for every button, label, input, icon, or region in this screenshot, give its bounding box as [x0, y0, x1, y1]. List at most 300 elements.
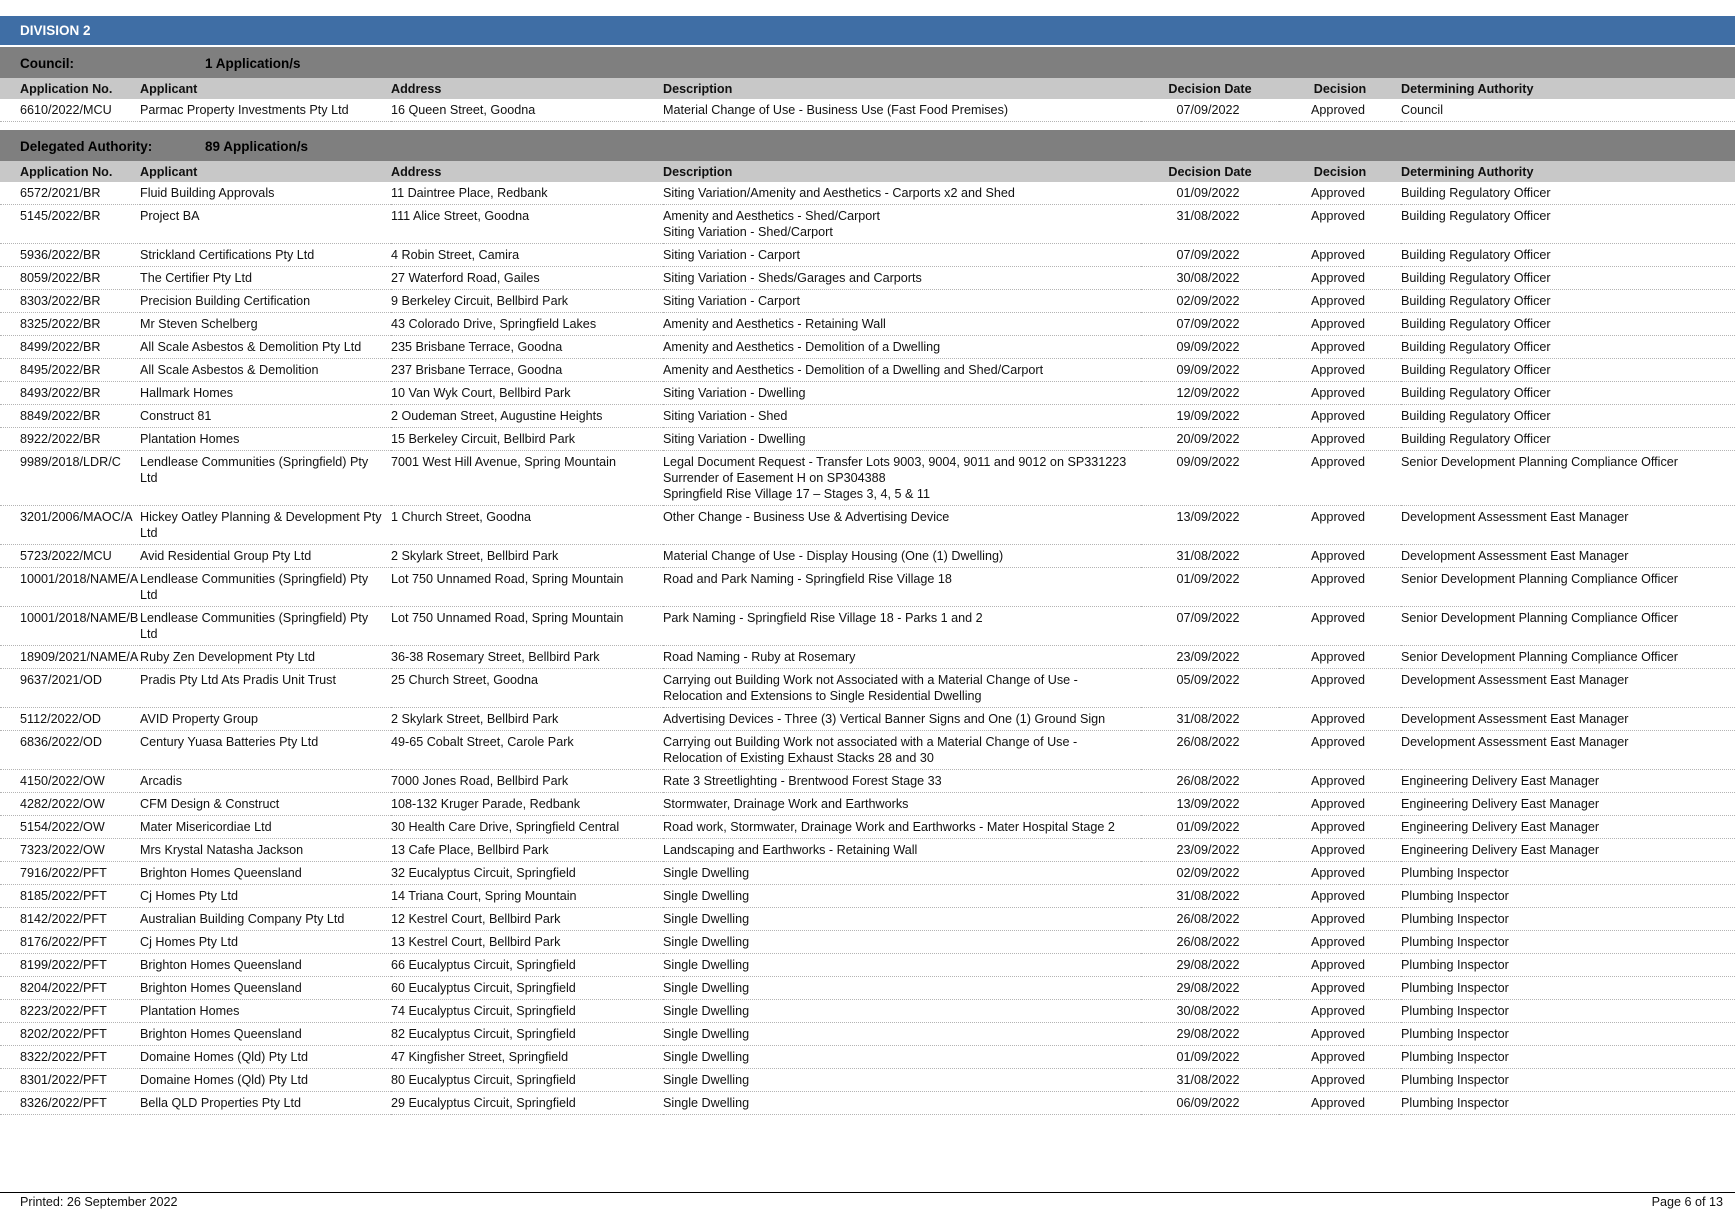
cell-applicant: Cj Homes Pty Ltd: [140, 885, 391, 908]
cell-applicant: Australian Building Company Pty Ltd: [140, 908, 391, 931]
cell-description: Amenity and Aesthetics - Shed/Carport Siting Variation - Shed/Carport: [663, 205, 1141, 244]
cell-determining-authority: Plumbing Inspector: [1401, 931, 1735, 954]
cell-decision: Approved: [1279, 885, 1401, 908]
cell-decision-date: 07/09/2022: [1141, 99, 1279, 122]
cell-determining-authority: Plumbing Inspector: [1401, 1046, 1735, 1069]
table-row: [0, 290, 1735, 313]
cell-description: Material Change of Use - Business Use (Fast Food Premises): [663, 99, 1141, 122]
table-row: [0, 862, 1735, 885]
cell-address: 15 Berkeley Circuit, Bellbird Park: [391, 428, 663, 451]
cell-determining-authority: Building Regulatory Officer: [1401, 182, 1735, 205]
column-header-decision: Decision: [1279, 161, 1401, 182]
cell-address: 82 Eucalyptus Circuit, Springfield: [391, 1023, 663, 1046]
cell-applicant: Precision Building Certification: [140, 290, 391, 313]
cell-address: 60 Eucalyptus Circuit, Springfield: [391, 977, 663, 1000]
table-row: [0, 954, 1735, 977]
cell-address: 13 Kestrel Court, Bellbird Park: [391, 931, 663, 954]
cell-address: 7000 Jones Road, Bellbird Park: [391, 770, 663, 793]
cell-address: 16 Queen Street, Goodna: [391, 99, 663, 122]
table-row: [0, 244, 1735, 267]
cell-applicant: Project BA: [140, 205, 391, 244]
cell-address: Lot 750 Unnamed Road, Spring Mountain: [391, 607, 663, 646]
cell-description: Amenity and Aesthetics - Demolition of a Dwelling and Shed/Carport: [663, 359, 1141, 382]
cell-decision: Approved: [1279, 931, 1401, 954]
cell-decision: Approved: [1279, 770, 1401, 793]
cell-application-no: 5145/2022/BR: [0, 205, 140, 244]
cell-decision-date: 20/09/2022: [1141, 428, 1279, 451]
table-row: [0, 708, 1735, 731]
cell-description: Legal Document Request - Transfer Lots 9003, 9004, 9011 and 9012 on SP331223 Surrender of Easement H on SP304388 Springfield Rise Village 17 – Stages 3, 4, 5 & 11: [663, 451, 1141, 506]
cell-decision: Approved: [1279, 545, 1401, 568]
cell-determining-authority: Development Assessment East Manager: [1401, 506, 1735, 545]
cell-description: Single Dwelling: [663, 954, 1141, 977]
cell-applicant: Plantation Homes: [140, 1000, 391, 1023]
cell-applicant: Hickey Oatley Planning & Development Pty Ltd: [140, 506, 391, 545]
cell-determining-authority: Council: [1401, 99, 1735, 122]
cell-application-no: 7323/2022/OW: [0, 839, 140, 862]
cell-determining-authority: Plumbing Inspector: [1401, 1069, 1735, 1092]
council-section-header: [0, 47, 1735, 78]
cell-decision-date: 23/09/2022: [1141, 839, 1279, 862]
cell-decision-date: 06/09/2022: [1141, 1092, 1279, 1115]
cell-address: 29 Eucalyptus Circuit, Springfield: [391, 1092, 663, 1115]
cell-determining-authority: Plumbing Inspector: [1401, 1000, 1735, 1023]
cell-determining-authority: Plumbing Inspector: [1401, 954, 1735, 977]
cell-decision: Approved: [1279, 839, 1401, 862]
cell-decision-date: 19/09/2022: [1141, 405, 1279, 428]
report-sheet: [0, 16, 1735, 1115]
cell-decision-date: 31/08/2022: [1141, 1069, 1279, 1092]
cell-decision-date: 01/09/2022: [1141, 1046, 1279, 1069]
table-row: [0, 336, 1735, 359]
column-header-address: Address: [391, 78, 663, 99]
cell-decision: Approved: [1279, 182, 1401, 205]
table-row: [0, 205, 1735, 244]
table-row: [0, 506, 1735, 545]
cell-decision-date: 23/09/2022: [1141, 646, 1279, 669]
cell-description: Road Naming - Ruby at Rosemary: [663, 646, 1141, 669]
cell-description: Material Change of Use - Display Housing (One (1) Dwelling): [663, 545, 1141, 568]
cell-address: 66 Eucalyptus Circuit, Springfield: [391, 954, 663, 977]
column-header-applicant: Applicant: [140, 78, 391, 99]
cell-application-no: 9989/2018/LDR/C: [0, 451, 140, 506]
cell-decision-date: 26/08/2022: [1141, 931, 1279, 954]
table-row: [0, 451, 1735, 506]
cell-application-no: 8223/2022/PFT: [0, 1000, 140, 1023]
cell-determining-authority: Plumbing Inspector: [1401, 862, 1735, 885]
cell-applicant: AVID Property Group: [140, 708, 391, 731]
cell-application-no: 8204/2022/PFT: [0, 977, 140, 1000]
cell-address: 9 Berkeley Circuit, Bellbird Park: [391, 290, 663, 313]
cell-applicant: Fluid Building Approvals: [140, 182, 391, 205]
cell-application-no: 8202/2022/PFT: [0, 1023, 140, 1046]
cell-decision: Approved: [1279, 607, 1401, 646]
cell-decision-date: 26/08/2022: [1141, 770, 1279, 793]
cell-description: Single Dwelling: [663, 862, 1141, 885]
cell-description: Single Dwelling: [663, 908, 1141, 931]
cell-description: Single Dwelling: [663, 1000, 1141, 1023]
cell-application-no: 8326/2022/PFT: [0, 1092, 140, 1115]
cell-application-no: 5112/2022/OD: [0, 708, 140, 731]
table-row: [0, 977, 1735, 1000]
table-row: [0, 731, 1735, 770]
cell-address: 1 Church Street, Goodna: [391, 506, 663, 545]
cell-decision-date: 13/09/2022: [1141, 506, 1279, 545]
cell-description: Siting Variation - Sheds/Garages and Carports: [663, 267, 1141, 290]
cell-address: Lot 750 Unnamed Road, Spring Mountain: [391, 568, 663, 607]
cell-determining-authority: Building Regulatory Officer: [1401, 205, 1735, 244]
table-row: [0, 669, 1735, 708]
cell-decision-date: 01/09/2022: [1141, 182, 1279, 205]
column-header-application-no: Application No.: [0, 78, 140, 99]
cell-decision-date: 01/09/2022: [1141, 568, 1279, 607]
cell-determining-authority: Engineering Delivery East Manager: [1401, 793, 1735, 816]
cell-applicant: Arcadis: [140, 770, 391, 793]
delegated-rows: [0, 182, 1735, 1115]
cell-decision: Approved: [1279, 313, 1401, 336]
column-header-decision: Decision: [1279, 78, 1401, 99]
cell-address: 30 Health Care Drive, Springfield Central: [391, 816, 663, 839]
cell-description: Siting Variation - Dwelling: [663, 428, 1141, 451]
cell-applicant: All Scale Asbestos & Demolition Pty Ltd: [140, 336, 391, 359]
cell-decision-date: 07/09/2022: [1141, 607, 1279, 646]
cell-applicant: Hallmark Homes: [140, 382, 391, 405]
cell-decision: Approved: [1279, 290, 1401, 313]
council-table: [0, 78, 1735, 122]
table-row: [0, 816, 1735, 839]
delegated-count: 89 Application/s: [205, 139, 309, 154]
table-row: [0, 793, 1735, 816]
cell-application-no: 8322/2022/PFT: [0, 1046, 140, 1069]
cell-determining-authority: Building Regulatory Officer: [1401, 313, 1735, 336]
cell-application-no: 8325/2022/BR: [0, 313, 140, 336]
table-row: [0, 1023, 1735, 1046]
cell-decision: Approved: [1279, 205, 1401, 244]
cell-description: Single Dwelling: [663, 1069, 1141, 1092]
cell-description: Single Dwelling: [663, 1092, 1141, 1115]
cell-address: 7001 West Hill Avenue, Spring Mountain: [391, 451, 663, 506]
cell-application-no: 8142/2022/PFT: [0, 908, 140, 931]
cell-decision: Approved: [1279, 954, 1401, 977]
cell-application-no: 6572/2021/BR: [0, 182, 140, 205]
column-header-determining-authority: Determining Authority: [1401, 161, 1735, 182]
cell-description: Carrying out Building Work not associated with a Material Change of Use - Relocation of Existing Exhaust Stacks 28 and 30: [663, 731, 1141, 770]
table-row: [0, 405, 1735, 428]
table-row: [0, 1000, 1735, 1023]
table-row: [0, 1092, 1735, 1115]
cell-decision: Approved: [1279, 428, 1401, 451]
cell-decision-date: 31/08/2022: [1141, 708, 1279, 731]
cell-determining-authority: Building Regulatory Officer: [1401, 382, 1735, 405]
cell-application-no: 8059/2022/BR: [0, 267, 140, 290]
cell-determining-authority: Building Regulatory Officer: [1401, 359, 1735, 382]
cell-decision-date: 30/08/2022: [1141, 267, 1279, 290]
cell-address: 43 Colorado Drive, Springfield Lakes: [391, 313, 663, 336]
cell-address: 47 Kingfisher Street, Springfield: [391, 1046, 663, 1069]
cell-decision-date: 31/08/2022: [1141, 545, 1279, 568]
cell-address: 235 Brisbane Terrace, Goodna: [391, 336, 663, 359]
cell-applicant: All Scale Asbestos & Demolition: [140, 359, 391, 382]
cell-applicant: Pradis Pty Ltd Ats Pradis Unit Trust: [140, 669, 391, 708]
cell-applicant: Bella QLD Properties Pty Ltd: [140, 1092, 391, 1115]
cell-determining-authority: Senior Development Planning Compliance Officer: [1401, 646, 1735, 669]
cell-application-no: 8303/2022/BR: [0, 290, 140, 313]
cell-application-no: 10001/2018/NAME/A: [0, 568, 140, 607]
council-rows: [0, 99, 1735, 122]
cell-decision: Approved: [1279, 451, 1401, 506]
cell-decision-date: 29/08/2022: [1141, 1023, 1279, 1046]
cell-decision-date: 31/08/2022: [1141, 885, 1279, 908]
cell-decision-date: 07/09/2022: [1141, 313, 1279, 336]
cell-determining-authority: Development Assessment East Manager: [1401, 731, 1735, 770]
cell-application-no: 5723/2022/MCU: [0, 545, 140, 568]
cell-determining-authority: Development Assessment East Manager: [1401, 669, 1735, 708]
cell-description: Siting Variation - Carport: [663, 290, 1141, 313]
cell-address: 4 Robin Street, Camira: [391, 244, 663, 267]
delegated-section-header: [0, 130, 1735, 161]
cell-application-no: 4150/2022/OW: [0, 770, 140, 793]
cell-application-no: 9637/2021/OD: [0, 669, 140, 708]
table-row: [0, 1069, 1735, 1092]
cell-application-no: 8176/2022/PFT: [0, 931, 140, 954]
cell-description: Landscaping and Earthworks - Retaining Wall: [663, 839, 1141, 862]
cell-decision: Approved: [1279, 708, 1401, 731]
cell-applicant: Strickland Certifications Pty Ltd: [140, 244, 391, 267]
cell-address: 49-65 Cobalt Street, Carole Park: [391, 731, 663, 770]
cell-address: 27 Waterford Road, Gailes: [391, 267, 663, 290]
column-header-decision-date: Decision Date: [1141, 78, 1279, 99]
cell-description: Single Dwelling: [663, 977, 1141, 1000]
cell-description: Siting Variation - Carport: [663, 244, 1141, 267]
cell-decision: Approved: [1279, 568, 1401, 607]
cell-decision-date: 29/08/2022: [1141, 977, 1279, 1000]
cell-applicant: The Certifier Pty Ltd: [140, 267, 391, 290]
council-count: 1 Application/s: [205, 56, 301, 71]
cell-decision: Approved: [1279, 405, 1401, 428]
cell-decision: Approved: [1279, 731, 1401, 770]
cell-address: 2 Skylark Street, Bellbird Park: [391, 708, 663, 731]
cell-description: Rate 3 Streetlighting - Brentwood Forest Stage 33: [663, 770, 1141, 793]
column-header-determining-authority: Determining Authority: [1401, 78, 1735, 99]
column-header-description: Description: [663, 161, 1141, 182]
council-label: Council:: [20, 56, 74, 71]
cell-determining-authority: Senior Development Planning Compliance Officer: [1401, 568, 1735, 607]
cell-decision: Approved: [1279, 908, 1401, 931]
column-header-application-no: Application No.: [0, 161, 140, 182]
table-row: [0, 908, 1735, 931]
cell-decision: Approved: [1279, 244, 1401, 267]
cell-decision-date: 29/08/2022: [1141, 954, 1279, 977]
cell-application-no: 8199/2022/PFT: [0, 954, 140, 977]
cell-applicant: Lendlease Communities (Springfield) Pty Ltd: [140, 568, 391, 607]
cell-decision: Approved: [1279, 669, 1401, 708]
cell-determining-authority: Development Assessment East Manager: [1401, 708, 1735, 731]
cell-applicant: Avid Residential Group Pty Ltd: [140, 545, 391, 568]
cell-determining-authority: Building Regulatory Officer: [1401, 405, 1735, 428]
table-row: [0, 382, 1735, 405]
cell-decision: Approved: [1279, 977, 1401, 1000]
cell-description: Carrying out Building Work not Associated with a Material Change of Use - Relocation and Extensions to Single Residential Dwelling: [663, 669, 1141, 708]
cell-applicant: Lendlease Communities (Springfield) Pty Ltd: [140, 451, 391, 506]
cell-applicant: Brighton Homes Queensland: [140, 977, 391, 1000]
cell-description: Siting Variation/Amenity and Aesthetics - Carports x2 and Shed: [663, 182, 1141, 205]
cell-address: 12 Kestrel Court, Bellbird Park: [391, 908, 663, 931]
cell-decision: Approved: [1279, 382, 1401, 405]
table-row: [0, 885, 1735, 908]
cell-address: 25 Church Street, Goodna: [391, 669, 663, 708]
column-header-decision-date: Decision Date: [1141, 161, 1279, 182]
cell-application-no: 8495/2022/BR: [0, 359, 140, 382]
cell-applicant: Cj Homes Pty Ltd: [140, 931, 391, 954]
cell-description: Advertising Devices - Three (3) Vertical Banner Signs and One (1) Ground Sign: [663, 708, 1141, 731]
cell-description: Single Dwelling: [663, 1046, 1141, 1069]
table-row: [0, 545, 1735, 568]
cell-description: Other Change - Business Use & Advertising Device: [663, 506, 1141, 545]
cell-decision-date: 09/09/2022: [1141, 336, 1279, 359]
cell-address: 80 Eucalyptus Circuit, Springfield: [391, 1069, 663, 1092]
council-header-row: [0, 78, 1735, 99]
cell-description: Road work, Stormwater, Drainage Work and Earthworks - Mater Hospital Stage 2: [663, 816, 1141, 839]
cell-applicant: Lendlease Communities (Springfield) Pty Ltd: [140, 607, 391, 646]
cell-determining-authority: Senior Development Planning Compliance Officer: [1401, 451, 1735, 506]
cell-address: 108-132 Kruger Parade, Redbank: [391, 793, 663, 816]
cell-application-no: 4282/2022/OW: [0, 793, 140, 816]
column-header-applicant: Applicant: [140, 161, 391, 182]
cell-applicant: Brighton Homes Queensland: [140, 1023, 391, 1046]
cell-application-no: 6836/2022/OD: [0, 731, 140, 770]
cell-applicant: Century Yuasa Batteries Pty Ltd: [140, 731, 391, 770]
printed-date: Printed: 26 September 2022: [20, 1195, 178, 1209]
cell-description: Amenity and Aesthetics - Retaining Wall: [663, 313, 1141, 336]
cell-application-no: 8499/2022/BR: [0, 336, 140, 359]
cell-description: Park Naming - Springfield Rise Village 18 - Parks 1 and 2: [663, 607, 1141, 646]
table-row: [0, 428, 1735, 451]
cell-applicant: Mrs Krystal Natasha Jackson: [140, 839, 391, 862]
cell-determining-authority: Building Regulatory Officer: [1401, 428, 1735, 451]
cell-address: 14 Triana Court, Spring Mountain: [391, 885, 663, 908]
cell-application-no: 8922/2022/BR: [0, 428, 140, 451]
cell-decision: Approved: [1279, 1069, 1401, 1092]
cell-decision-date: 30/08/2022: [1141, 1000, 1279, 1023]
cell-application-no: 10001/2018/NAME/B: [0, 607, 140, 646]
cell-description: Siting Variation - Shed: [663, 405, 1141, 428]
cell-decision-date: 26/08/2022: [1141, 731, 1279, 770]
cell-description: Single Dwelling: [663, 885, 1141, 908]
cell-application-no: 18909/2021/NAME/A: [0, 646, 140, 669]
cell-decision: Approved: [1279, 1023, 1401, 1046]
column-header-address: Address: [391, 161, 663, 182]
cell-decision-date: 12/09/2022: [1141, 382, 1279, 405]
table-row: [0, 568, 1735, 607]
cell-applicant: Domaine Homes (Qld) Pty Ltd: [140, 1046, 391, 1069]
cell-decision: Approved: [1279, 1000, 1401, 1023]
cell-applicant: Plantation Homes: [140, 428, 391, 451]
cell-application-no: 5154/2022/OW: [0, 816, 140, 839]
cell-decision: Approved: [1279, 1046, 1401, 1069]
cell-description: Stormwater, Drainage Work and Earthworks: [663, 793, 1141, 816]
cell-address: 36-38 Rosemary Street, Bellbird Park: [391, 646, 663, 669]
cell-application-no: 8493/2022/BR: [0, 382, 140, 405]
table-row: [0, 931, 1735, 954]
cell-decision: Approved: [1279, 1092, 1401, 1115]
cell-description: Amenity and Aesthetics - Demolition of a Dwelling: [663, 336, 1141, 359]
cell-application-no: 8185/2022/PFT: [0, 885, 140, 908]
cell-determining-authority: Engineering Delivery East Manager: [1401, 816, 1735, 839]
cell-decision: Approved: [1279, 862, 1401, 885]
cell-applicant: CFM Design & Construct: [140, 793, 391, 816]
delegated-header-row: [0, 161, 1735, 182]
cell-application-no: 8301/2022/PFT: [0, 1069, 140, 1092]
cell-decision: Approved: [1279, 646, 1401, 669]
cell-decision: Approved: [1279, 506, 1401, 545]
page-footer: [0, 1192, 1735, 1213]
cell-application-no: 6610/2022/MCU: [0, 99, 140, 122]
cell-decision: Approved: [1279, 267, 1401, 290]
cell-applicant: Domaine Homes (Qld) Pty Ltd: [140, 1069, 391, 1092]
cell-decision: Approved: [1279, 336, 1401, 359]
table-row: [0, 1046, 1735, 1069]
cell-applicant: Parmac Property Investments Pty Ltd: [140, 99, 391, 122]
cell-description: Single Dwelling: [663, 931, 1141, 954]
cell-determining-authority: Building Regulatory Officer: [1401, 336, 1735, 359]
cell-decision-date: 01/09/2022: [1141, 816, 1279, 839]
cell-address: 237 Brisbane Terrace, Goodna: [391, 359, 663, 382]
cell-decision-date: 26/08/2022: [1141, 908, 1279, 931]
cell-decision-date: 09/09/2022: [1141, 359, 1279, 382]
cell-description: Siting Variation - Dwelling: [663, 382, 1141, 405]
cell-determining-authority: Senior Development Planning Compliance Officer: [1401, 607, 1735, 646]
cell-decision-date: 13/09/2022: [1141, 793, 1279, 816]
cell-decision: Approved: [1279, 359, 1401, 382]
table-row: [0, 267, 1735, 290]
table-row: [0, 607, 1735, 646]
cell-determining-authority: Plumbing Inspector: [1401, 908, 1735, 931]
cell-determining-authority: Plumbing Inspector: [1401, 1092, 1735, 1115]
delegated-table: [0, 161, 1735, 1115]
table-row: [0, 839, 1735, 862]
cell-application-no: 5936/2022/BR: [0, 244, 140, 267]
cell-decision: Approved: [1279, 816, 1401, 839]
cell-decision-date: 05/09/2022: [1141, 669, 1279, 708]
cell-decision: Approved: [1279, 99, 1401, 122]
table-row: [0, 359, 1735, 382]
cell-description: Single Dwelling: [663, 1023, 1141, 1046]
cell-determining-authority: Building Regulatory Officer: [1401, 267, 1735, 290]
cell-application-no: 7916/2022/PFT: [0, 862, 140, 885]
cell-application-no: 3201/2006/MAOC/A: [0, 506, 140, 545]
cell-address: 32 Eucalyptus Circuit, Springfield: [391, 862, 663, 885]
cell-applicant: Construct 81: [140, 405, 391, 428]
table-row: [0, 770, 1735, 793]
table-row: [0, 182, 1735, 205]
cell-decision: Approved: [1279, 793, 1401, 816]
cell-description: Road and Park Naming - Springfield Rise Village 18: [663, 568, 1141, 607]
cell-determining-authority: Engineering Delivery East Manager: [1401, 839, 1735, 862]
cell-address: 11 Daintree Place, Redbank: [391, 182, 663, 205]
cell-determining-authority: Plumbing Inspector: [1401, 885, 1735, 908]
page-number: Page 6 of 13: [1651, 1195, 1723, 1209]
cell-applicant: Ruby Zen Development Pty Ltd: [140, 646, 391, 669]
cell-determining-authority: Building Regulatory Officer: [1401, 290, 1735, 313]
cell-application-no: 8849/2022/BR: [0, 405, 140, 428]
cell-address: 2 Oudeman Street, Augustine Heights: [391, 405, 663, 428]
cell-applicant: Brighton Homes Queensland: [140, 862, 391, 885]
cell-decision-date: 07/09/2022: [1141, 244, 1279, 267]
cell-address: 111 Alice Street, Goodna: [391, 205, 663, 244]
cell-address: 74 Eucalyptus Circuit, Springfield: [391, 1000, 663, 1023]
cell-determining-authority: Plumbing Inspector: [1401, 977, 1735, 1000]
cell-decision-date: 02/09/2022: [1141, 290, 1279, 313]
